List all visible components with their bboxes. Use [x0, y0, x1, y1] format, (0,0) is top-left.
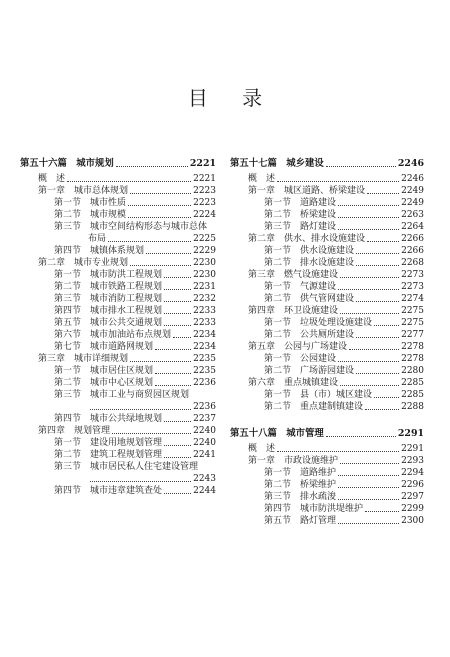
- toc-page-number: 2300: [401, 516, 424, 526]
- toc-entry-title: 第五节 路灯管理: [264, 516, 337, 526]
- page-title: 目 录: [187, 86, 277, 110]
- toc-section-entry[interactable]: [230, 515, 424, 527]
- toc-section-entry[interactable]: [20, 233, 216, 245]
- toc-entry-title: 布局: [88, 234, 107, 244]
- toc-page-number: 2229: [193, 246, 216, 256]
- toc-section-entry[interactable]: [230, 389, 424, 401]
- toc-chapter-entry[interactable]: [20, 257, 216, 269]
- toc-section-entry[interactable]: [230, 503, 424, 515]
- toc-section-entry[interactable]: [20, 209, 216, 221]
- toc-page-number: 2288: [401, 402, 424, 412]
- toc-entry-title: 第三节 城市空间结构形态与城市总体: [54, 222, 208, 232]
- toc-section-entry[interactable]: [230, 365, 424, 377]
- dot-leader: [356, 373, 399, 374]
- dot-leader: [90, 409, 191, 410]
- toc-page-number: 2233: [193, 318, 216, 328]
- toc-entry-title: 第六章 重点城镇建设: [248, 378, 339, 388]
- toc-chapter-entry[interactable]: [230, 269, 424, 281]
- dot-leader: [90, 481, 191, 482]
- toc-chapter-entry[interactable]: [20, 185, 216, 197]
- toc-page-number: 2273: [401, 270, 424, 280]
- toc-section-entry[interactable]: [20, 473, 216, 485]
- toc-section-entry[interactable]: [230, 353, 424, 365]
- toc-page-number: 2246: [401, 174, 424, 184]
- dot-leader: [338, 205, 399, 206]
- dot-leader: [356, 337, 399, 338]
- toc-entry-title: 第六节 城市加油站布点规划: [54, 330, 172, 340]
- toc-page-number: 2235: [193, 366, 216, 376]
- dot-leader: [128, 217, 191, 218]
- toc-entry-title: 第四节 城市违章建筑查处: [54, 486, 163, 496]
- toc-page-number: 2225: [193, 234, 216, 244]
- toc-section-entry[interactable]: [20, 281, 216, 293]
- dot-leader: [356, 253, 399, 254]
- toc-chapter-entry[interactable]: [230, 341, 424, 353]
- toc-chapter-entry[interactable]: [230, 377, 424, 389]
- toc-page-number: 2243: [193, 474, 216, 484]
- toc-entry-title: 第四节 城镇体系规划: [54, 246, 145, 256]
- toc-entry-title: 第二章 城市专业规划: [38, 258, 129, 268]
- toc-page-number: 2278: [401, 342, 424, 352]
- toc-entry-title: 概 述: [248, 444, 276, 454]
- toc-page-number: 2275: [401, 306, 424, 316]
- dot-leader: [365, 511, 399, 512]
- toc-page-number: 2223: [193, 186, 216, 196]
- toc-entry-title: 第一节 气源建设: [264, 282, 337, 292]
- toc-entry-title: 第二节 城市铁路工程规划: [54, 282, 163, 292]
- toc-section-entry[interactable]: [20, 449, 216, 461]
- toc-entry-title: 第二节 广场游园建设: [264, 366, 355, 376]
- dot-leader: [164, 445, 191, 446]
- dot-leader: [338, 475, 399, 476]
- toc-section-entry[interactable]: [20, 221, 216, 233]
- dot-leader: [146, 253, 191, 254]
- dot-leader: [164, 493, 191, 494]
- toc-chapter-entry[interactable]: [20, 173, 216, 185]
- toc-entry-title: 第一节 公园建设: [264, 354, 337, 364]
- dot-leader: [338, 361, 399, 362]
- toc-entry-title: 第一章 城区道路、桥梁建设: [248, 186, 366, 196]
- toc-section-entry[interactable]: [230, 293, 424, 305]
- toc-chapter-entry[interactable]: [230, 443, 424, 455]
- toc-section-entry[interactable]: [20, 485, 216, 497]
- toc-entry-title: 第三节 排水疏浚: [264, 492, 337, 502]
- toc-page-number: 2234: [193, 330, 216, 340]
- toc-section-entry[interactable]: [20, 269, 216, 281]
- toc-entry-title: 第四章 环卫设施建设: [248, 306, 339, 316]
- toc-entry-title: 第一节 城市居住区规划: [54, 366, 154, 376]
- toc-page-number: 2291: [397, 428, 424, 439]
- toc-chapter-entry[interactable]: [230, 173, 424, 185]
- toc-page-number: 2246: [397, 158, 424, 169]
- toc-entry-title: 第一节 供水设施建设: [264, 246, 355, 256]
- toc-entry-title: 第一节 垃圾处理设施建设: [264, 318, 373, 328]
- toc-page-number: 2277: [401, 330, 424, 340]
- toc-page-number: 2264: [401, 222, 424, 232]
- toc-page-number: 2241: [193, 450, 216, 460]
- toc-page-number: 2296: [401, 480, 424, 490]
- dot-leader: [164, 457, 191, 458]
- toc-right-column: [230, 157, 424, 527]
- toc-page-number: 2266: [401, 234, 424, 244]
- toc-page-number: 2240: [193, 438, 216, 448]
- dot-leader: [108, 241, 191, 242]
- toc-section-entry[interactable]: [20, 437, 216, 449]
- toc-page-number: 2231: [193, 282, 216, 292]
- toc-page-number: 2263: [401, 210, 424, 220]
- toc-section-entry[interactable]: [230, 245, 424, 257]
- toc-part-entry[interactable]: [20, 157, 216, 170]
- toc-entry-title: 第三章 城市详细规划: [38, 354, 129, 364]
- toc-page-number: 2224: [193, 210, 216, 220]
- dot-leader: [340, 277, 399, 278]
- toc-page-number: 2266: [401, 246, 424, 256]
- toc-entry-title: 第四节 城市防洪堤维护: [264, 504, 364, 514]
- toc-page-number: 2236: [193, 378, 216, 388]
- toc-chapter-entry[interactable]: [230, 185, 424, 197]
- dot-leader: [338, 487, 399, 488]
- dot-leader: [356, 301, 399, 302]
- toc-page-number: 2285: [401, 390, 424, 400]
- dot-leader: [326, 436, 396, 437]
- toc-page-number: 2249: [401, 198, 424, 208]
- dot-leader: [155, 349, 191, 350]
- dot-leader: [338, 217, 399, 218]
- toc-page-number: 2235: [193, 354, 216, 364]
- toc-section-entry[interactable]: [20, 401, 216, 413]
- toc-entry-title: 第五十六篇 城市规划: [20, 158, 114, 169]
- toc-entry-title: 第二节 公共厕所建设: [264, 330, 355, 340]
- toc-section-entry[interactable]: [230, 491, 424, 503]
- toc-entry-title: 第五十八篇 城市管理: [230, 428, 324, 439]
- toc-page-number: 2285: [401, 378, 424, 388]
- toc-page-number: 2275: [401, 318, 424, 328]
- dot-leader: [130, 361, 191, 362]
- dot-leader: [367, 193, 399, 194]
- toc-page-number: 2240: [193, 426, 216, 436]
- toc-section-entry[interactable]: [230, 221, 424, 233]
- dot-leader: [365, 409, 399, 410]
- toc-chapter-entry[interactable]: [230, 233, 424, 245]
- dot-leader: [340, 313, 399, 314]
- toc-entry-title: 第二节 城市中心区规划: [54, 378, 154, 388]
- dot-leader: [155, 385, 191, 386]
- dot-leader: [130, 265, 191, 266]
- toc-section-entry[interactable]: [20, 377, 216, 389]
- dot-leader: [164, 313, 191, 314]
- section-gap: [230, 413, 424, 427]
- dot-leader: [155, 373, 191, 374]
- dot-leader: [173, 337, 191, 338]
- toc-page-number: 2268: [401, 258, 424, 268]
- toc-page-number: 2236: [193, 402, 216, 412]
- toc-entry-title: 第一节 道路维护: [264, 468, 337, 478]
- toc-entry-title: 第四节 城市排水工程规划: [54, 306, 163, 316]
- toc-page-number: 2230: [193, 258, 216, 268]
- toc-chapter-entry[interactable]: [20, 353, 216, 365]
- dot-leader: [356, 265, 399, 266]
- toc-entry-title: 第二节 桥梁维护: [264, 480, 337, 490]
- toc-entry-title: 第二节 排水设施建设: [264, 258, 355, 268]
- toc-entry-title: 第一节 道路建设: [264, 198, 337, 208]
- dot-leader: [374, 325, 399, 326]
- toc-left-column: [20, 157, 216, 497]
- toc-page-number: 2223: [193, 198, 216, 208]
- toc-page-number: 2297: [401, 492, 424, 502]
- toc-page-number: 2293: [401, 456, 424, 466]
- toc-page-number: 2232: [193, 294, 216, 304]
- dot-leader: [338, 523, 399, 524]
- dot-leader: [67, 181, 191, 182]
- toc-section-entry[interactable]: [230, 329, 424, 341]
- toc-entry-title: 第一节 县（市）城区建设: [264, 390, 373, 400]
- toc-entry-title: 第三章 燃气设施建设: [248, 270, 339, 280]
- toc-entry-title: 第三节 城市消防工程规划: [54, 294, 163, 304]
- toc-part-entry[interactable]: [230, 157, 424, 170]
- toc-entry-title: 第五十七篇 城乡建设: [230, 158, 324, 169]
- toc-section-entry[interactable]: [230, 281, 424, 293]
- toc-entry-title: 第一节 城市防洪工程规划: [54, 270, 163, 280]
- toc-section-entry[interactable]: [230, 257, 424, 269]
- toc-entry-title: 第二节 桥梁建设: [264, 210, 337, 220]
- dot-leader: [349, 349, 399, 350]
- toc-section-entry[interactable]: [20, 197, 216, 209]
- toc-chapter-entry[interactable]: [230, 305, 424, 317]
- toc-entry-title: 第三节 城市居民私人住宅建设管理: [54, 462, 199, 472]
- dot-leader: [277, 451, 399, 452]
- toc-page-number: 2294: [401, 468, 424, 478]
- toc-page-number: 2221: [189, 158, 216, 169]
- dot-leader: [338, 289, 399, 290]
- toc-page-number: 2273: [401, 282, 424, 292]
- toc-entry-title: 第三节 城市工业与商贸园区规划: [54, 390, 190, 400]
- dot-leader: [130, 193, 191, 194]
- toc-chapter-entry[interactable]: [20, 425, 216, 437]
- toc-section-entry[interactable]: [20, 305, 216, 317]
- toc-page-number: 2249: [401, 186, 424, 196]
- toc-section-entry[interactable]: [20, 317, 216, 329]
- toc-section-entry[interactable]: [230, 197, 424, 209]
- toc-entry-title: 第二节 供气管网建设: [264, 294, 355, 304]
- toc-entry-title: 第四章 规划管理: [38, 426, 111, 436]
- toc-page-number: 2291: [401, 444, 424, 454]
- toc-entry-title: 概 述: [38, 174, 66, 184]
- dot-leader: [164, 301, 191, 302]
- dot-leader: [128, 205, 191, 206]
- dot-leader: [164, 325, 191, 326]
- toc-page-number: 2234: [193, 342, 216, 352]
- toc-page-number: 2278: [401, 354, 424, 364]
- toc-page-number: 2233: [193, 306, 216, 316]
- dot-leader: [164, 289, 191, 290]
- dot-leader: [338, 499, 399, 500]
- dot-leader: [116, 166, 188, 167]
- toc-page-number: 2299: [401, 504, 424, 514]
- dot-leader: [340, 385, 399, 386]
- toc-page-number: 2274: [401, 294, 424, 304]
- toc-entry-title: 第二章 供水、排水设施建设: [248, 234, 366, 244]
- toc-part-entry[interactable]: [230, 427, 424, 440]
- toc-entry-title: 第一章 市政设施维护: [248, 456, 339, 466]
- toc-section-entry[interactable]: [20, 413, 216, 425]
- toc-page-number: 2280: [401, 366, 424, 376]
- toc-section-entry[interactable]: [20, 461, 216, 473]
- dot-leader: [164, 277, 191, 278]
- toc-entry-title: 第一章 城市总体规划: [38, 186, 129, 196]
- toc-section-entry[interactable]: [230, 479, 424, 491]
- toc-page-number: 2221: [193, 174, 216, 184]
- toc-section-entry[interactable]: [20, 365, 216, 377]
- toc-entry-title: 第五章 公园与广场建设: [248, 342, 348, 352]
- dot-leader: [112, 433, 191, 434]
- toc-section-entry[interactable]: [20, 329, 216, 341]
- dot-leader: [164, 421, 191, 422]
- toc-entry-title: 概 述: [248, 174, 276, 184]
- toc-section-entry[interactable]: [20, 389, 216, 401]
- toc-entry-title: 第三节 路灯建设: [264, 222, 337, 232]
- toc-entry-title: 第四节 城市公共绿地规划: [54, 414, 163, 424]
- dot-leader: [367, 241, 399, 242]
- dot-leader: [277, 181, 399, 182]
- toc-section-entry[interactable]: [20, 245, 216, 257]
- dot-leader: [326, 166, 396, 167]
- toc-entry-title: 第一节 城市性质: [54, 198, 127, 208]
- toc-section-entry[interactable]: [20, 293, 216, 305]
- toc-entry-title: 第二节 重点建制镇建设: [264, 402, 364, 412]
- toc-entry-title: 第二节 城市规模: [54, 210, 127, 220]
- dot-leader: [340, 463, 399, 464]
- dot-leader: [374, 397, 399, 398]
- dot-leader: [338, 229, 399, 230]
- toc-entry-title: 第七节 城市道路网规划: [54, 342, 154, 352]
- toc-section-entry[interactable]: [230, 209, 424, 221]
- toc-entry-title: 第五节 城市公共交通规划: [54, 318, 163, 328]
- toc-entry-title: 第二节 建筑工程规划管理: [54, 450, 163, 460]
- toc-page-number: 2237: [193, 414, 216, 424]
- toc-page-number: 2230: [193, 270, 216, 280]
- toc-entry-title: 第一节 建设用地规划管理: [54, 438, 163, 448]
- toc-chapter-entry[interactable]: [230, 455, 424, 467]
- toc-section-entry[interactable]: [230, 401, 424, 413]
- toc-section-entry[interactable]: [20, 341, 216, 353]
- toc-section-entry[interactable]: [230, 467, 424, 479]
- toc-section-entry[interactable]: [230, 317, 424, 329]
- toc-page-number: 2244: [193, 486, 216, 496]
